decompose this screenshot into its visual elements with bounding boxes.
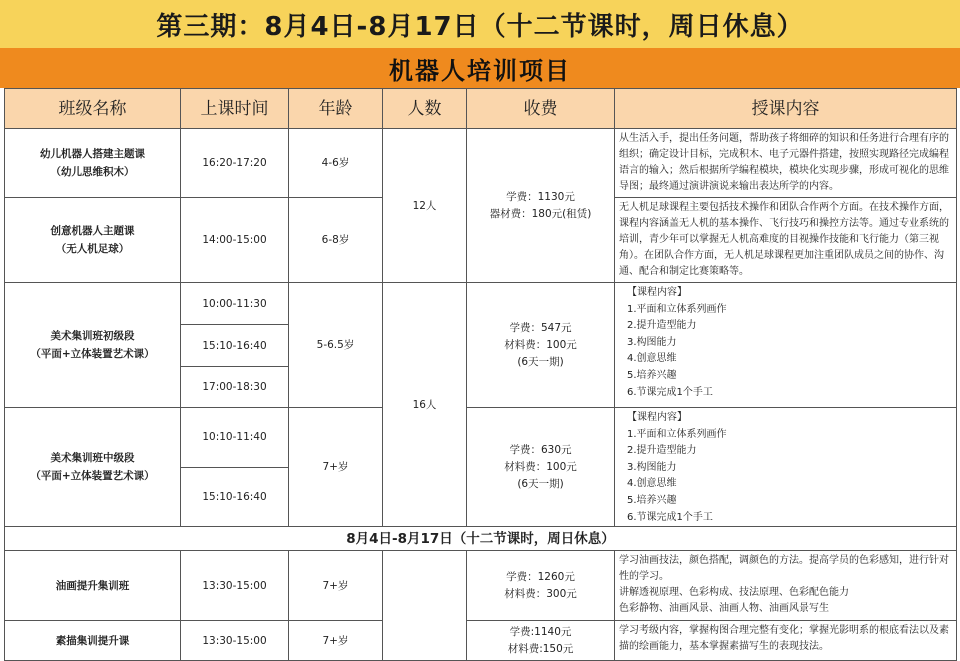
fee-material: 材料费：300元 [504,587,577,600]
header-time: 上课时间 [181,89,289,129]
list-item: 【课程内容】 [627,287,687,298]
fee-period: (6天一期) [517,477,564,490]
class-time: 13:30-15:00 [181,551,289,621]
class-title: 美术集训班初级段 [50,330,135,342]
header-size: 人数 [383,89,467,129]
class-name [5,283,181,408]
class-age: 6-8岁 [289,198,383,283]
course-table [4,88,957,661]
fee-equipment: 器材费：180元(租赁) [489,207,592,220]
class-name [5,129,181,198]
list-item: 1.平面和立体系列画作 [627,303,727,315]
class-name: 油画提升集训班 [5,551,181,621]
header-age: 年龄 [289,89,383,129]
list-item: 3.构图能力 [627,336,677,348]
fee-tuition: 学费：1260元 [506,570,575,583]
list-item: 2.提升造型能力 [627,320,697,332]
class-time: 15:10-16:40 [181,467,289,527]
table-row [5,551,957,621]
list-item: 2.提升造型能力 [627,445,697,457]
class-subtitle: （无人机足球） [55,243,130,255]
class-fee [467,621,615,661]
list-item: 3.构图能力 [627,461,677,473]
fee-material: 材料费:150元 [507,642,574,655]
class-fee [467,129,615,283]
class-title: 美术集训班中级段 [50,452,135,465]
class-age: 4-6岁 [289,129,383,198]
header-class: 班级名称 [5,89,181,129]
list-item: 1.平面和立体系列画作 [627,428,727,440]
table-row [5,408,957,468]
class-name: 素描集训提升课 [5,621,181,661]
class-time: 14:00-15:00 [181,198,289,283]
list-item: 6.节课完成1个手工 [627,511,713,523]
class-subtitle: （平面+立体装置艺术课） [30,470,155,483]
list-item: 6.节课完成1个手工 [627,386,713,398]
header-content: 授课内容 [615,89,957,129]
fee-tuition: 学费:1140元 [509,625,572,638]
class-time: 10:00-11:30 [181,283,289,325]
period-banner: 第三期：8月4日-8月17日（十二节课时，周日休息） [0,0,960,48]
class-time: 17:00-18:30 [181,367,289,408]
class-description: 学习考级内容，掌握构图合理完整有变化；掌握光影明系的根底看法以及素描的绘画能力，基本掌握素描写生的表现技法。 [615,621,957,661]
class-age: 5-6.5岁 [289,283,383,408]
header-fee: 收费 [467,89,615,129]
fee-period: (6天一期) [517,355,564,368]
class-age: 7+岁 [289,408,383,527]
fee-tuition: 学费：1130元 [506,190,575,203]
class-size-empty [383,551,467,661]
class-time: 15:10-16:40 [181,325,289,367]
class-subtitle: （幼儿思维积木） [50,166,135,178]
class-description: 无人机足球课程主要包括技术操作和团队合作两个方面。在技术操作方面，课程内容涵盖无人机的基本操作、飞行技巧和操控方法等。通过专业系统的培训，青少年可以掌握无人机高难度的目视操作技能和飞行能力（第三视角）。在团队合作方面，无人机足球课程更加注重团队成员之间的协作、沟通、配合和制定比赛策略等。 [615,198,957,283]
class-size: 12人 [383,129,467,283]
project-title: 机器人培训项目 [0,48,960,88]
class-content-list [615,408,957,527]
list-item: 5.培养兴趣 [627,494,677,506]
class-size: 16人 [383,283,467,527]
list-item: 4.创意思维 [627,353,677,365]
list-item: 【课程内容】 [627,412,687,423]
class-name [5,198,181,283]
fee-tuition: 学费：630元 [509,443,572,456]
class-fee [467,283,615,408]
class-time: 16:20-17:20 [181,129,289,198]
table-row [5,283,957,325]
list-item: 4.创意思维 [627,478,677,490]
description-line: 学习油画技法，颜色搭配，调颜色的方法。提高学员的色彩感知，进行针对性的学习。 [619,555,949,583]
fee-material: 材料费：100元 [504,338,577,351]
class-time: 13:30-15:00 [181,621,289,661]
class-name [5,408,181,527]
class-description [615,551,957,621]
table-row [5,129,957,198]
description-line: 讲解透视原理、色彩构成、技法原理、色彩配色能力 [619,587,849,599]
header-row [5,89,957,129]
description-line: 色彩静物、油画风景、油画人物、油画风景写生 [619,603,829,615]
class-title: 创意机器人主题课 [50,225,135,237]
class-fee [467,408,615,527]
class-title: 幼儿机器人搭建主题课 [40,148,145,160]
fee-material: 材料费：100元 [504,460,577,473]
list-item: 5.培养兴趣 [627,369,677,381]
section-separator: 8月4日-8月17日（十二节课时，周日休息） [5,527,957,551]
class-fee [467,551,615,621]
fee-tuition: 学费：547元 [509,321,572,334]
separator-row [5,527,957,551]
class-description: 从生活入手，提出任务问题，帮助孩子将细碎的知识和任务进行合理有序的组织；确定设计目标，完成积木、电子元器件搭建，按照实现路径完成编程语言的输入；然后根据所学编程模块，模块化实现步骤，形成可视化的思维导图；最终通过演讲演说来输出表达所学的内容。 [615,129,957,198]
class-age: 7+岁 [289,621,383,661]
class-age: 7+岁 [289,551,383,621]
table-row [5,621,957,661]
class-content-list [615,283,957,408]
class-subtitle: （平面+立体装置艺术课） [30,348,155,360]
class-time: 10:10-11:40 [181,408,289,468]
